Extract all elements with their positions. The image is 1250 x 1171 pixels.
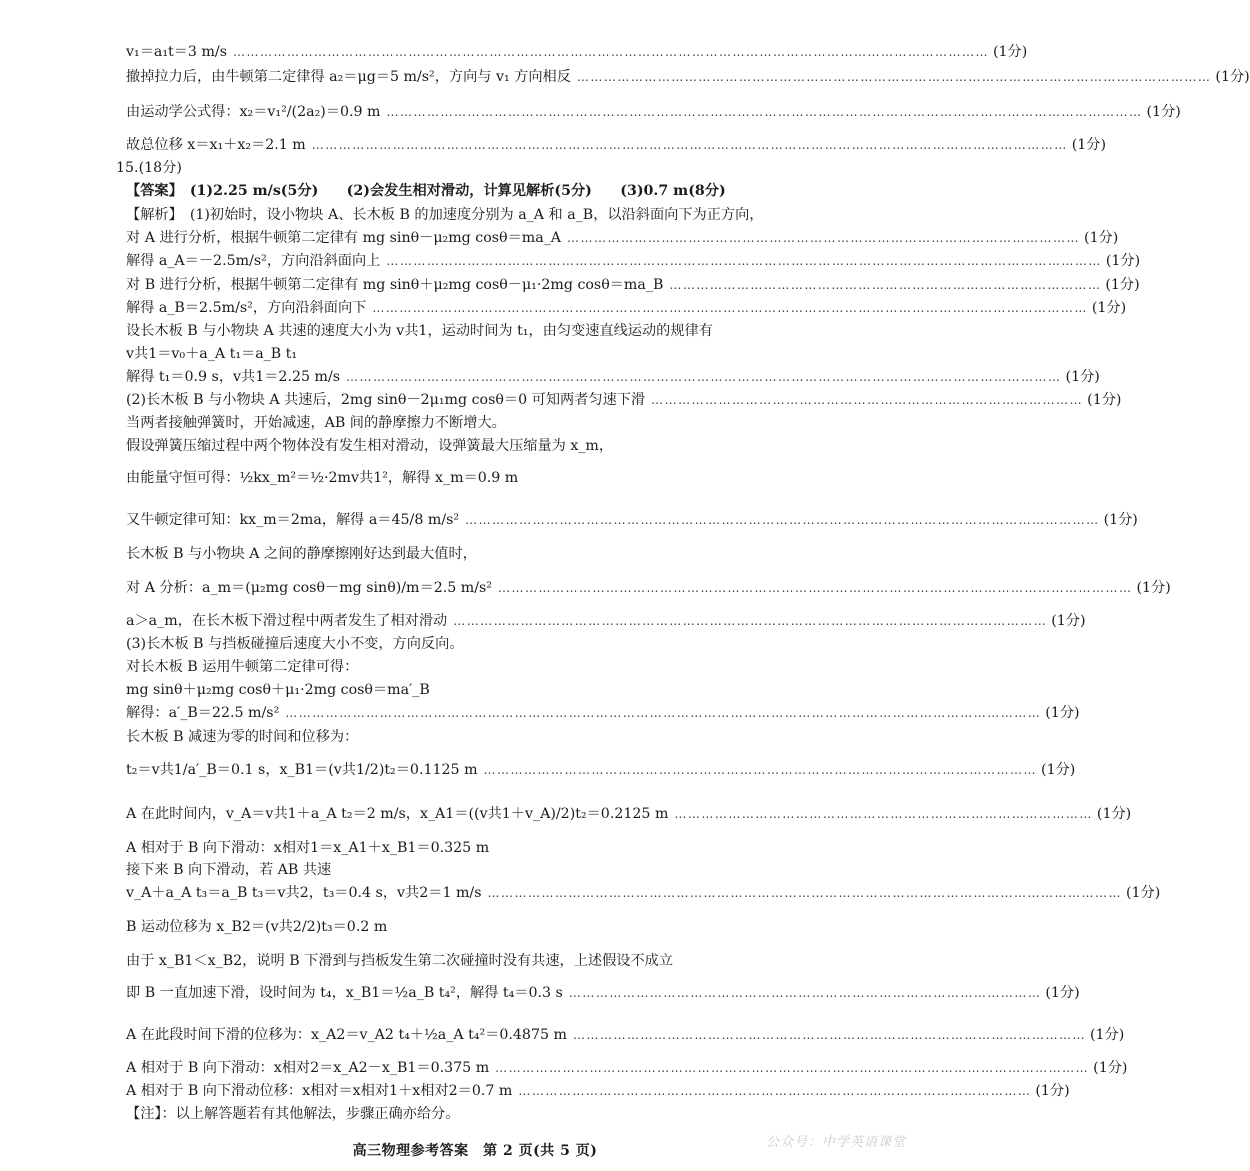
dot-leader: …………………………………………………………………………………………………………………………… [497,581,1133,596]
solution-line: 故总位移 x＝x₁＋x₂＝2.1 m …………………………………………………………………………………………………………………………………………………… (1分) [126,137,1107,153]
dot-leader: …………………………………………………………………………………………… [568,986,1042,1001]
score-mark: (1分) [1136,580,1171,596]
solution-line: 解得 a_B＝2.5m/s²，方向沿斜面向下 …………………………………………………………………………………………………………………………………………… (1分) [126,300,1127,316]
solution-line: 由运动学公式得：x₂＝v₁²/(2a₂)＝0.9 m …………………………………………………………………………………………………………………………………………………… (1分) [126,104,1181,120]
solution-line: 由于 x_B1＜x_B2，说明 B 下滑到与挡板发生第二次碰撞时没有共速，上述假设不成立 [126,953,674,969]
solution-line: A 在此段时间下滑的位移为：x_A2＝v_A2 t₄＋½a_A t₄²＝0.4875 m …………………………………………………………………………………………………… (1分) [126,1027,1125,1043]
dot-leader: …………………………………………………………………………………… [651,393,1084,408]
solution-line: 即 B 一直加速下滑，设时间为 t₄，x_B1＝½a_B t₄²，解得 t₄＝0.3 s …………………………………………………………………………………………… (1分) [126,985,1080,1001]
score-mark: (1分) [1215,69,1250,85]
score-mark: (1分) [1105,253,1141,269]
score-mark: (1分) [1089,1027,1125,1043]
solution-line: 长木板 B 减速为零的时间和位移为： [126,729,359,745]
solution-line: 接下来 B 向下滑动，若 AB 共速 [126,862,332,878]
solution-line: a＞a_m，在长木板下滑过程中两者发生了相对滑动 …………………………………………………………………………………………………………………… (1分) [126,613,1086,629]
solution-line: 假设弹簧压缩过程中两个物体没有发生相对滑动，设弹簧最大压缩量为 x_m， [126,438,614,454]
solution-line: 解得 t₁＝0.9 s，v共1＝2.25 m/s …………………………………………………………………………………………………………………………………………… (1分) [126,369,1100,385]
dot-leader: …………………………………………………………………………………………………………………………………………………… [386,105,1143,120]
dot-leader: …………………………………………………………………………………………………… [567,231,1081,246]
score-mark: (1分) [1096,806,1132,822]
dot-leader: ………………………………………………………………………………… [674,807,1093,822]
solution-line: B 运动位移为 x_B2＝(v共2/2)t₃＝0.2 m [126,919,388,935]
solution-line: 对 A 进行分析，根据牛顿第二定律有 mg sinθ－μ₂mg cosθ＝ma_A …………………………………………………………………………………………………… (1分) [126,230,1119,246]
solution-line: A 相对于 B 向下滑动：x相对1＝x_A1＋x_B1＝0.325 m [126,840,490,856]
solution-line: 对 A 分析：a_m＝(μ₂mg cosθ－mg sinθ)/m＝2.5 m/s² …………………………………………………………………………………………………………………………… (1分) [126,580,1171,596]
score-mark: (1分) [1146,104,1181,120]
solution-line: (2)长木板 B 与小物块 A 共速后，2mg sinθ－2μ₁mg cosθ＝0 可知两者匀速下滑 …………………………………………………………………………………… (1分) [126,392,1122,408]
dot-leader: …………………………………………………………………………………………………………………………………………… [386,254,1102,269]
score-mark: (1分) [1103,512,1138,528]
solution-line: 撤掉拉力后，由牛顿第二定律得 a₂＝μg＝5 m/s²，方向与 v₁ 方向相反 …………………………………………………………………………………………………………………………… (1分) [126,69,1250,85]
solution-line: 长木板 B 与小物块 A 之间的静摩擦刚好达到最大值时， [126,546,477,562]
solution-line: 由能量守恒可得：½kx_m²＝½·2mv共1²，解得 x_m＝0.9 m [126,470,519,486]
answer-summary: 【答案】 (1)2.25 m/s(5分) (2)会发生相对滑动，计算见解析(5分) (3)0.7 m(8分) [126,183,726,199]
solution-line: A 在此时间内，v_A＝v共1＋a_A t₂＝2 m/s，x_A1＝((v共1＋v_A)/2)t₂＝0.2125 m ………………………………………………………………………………… (1分) [126,806,1132,822]
dot-leader: …………………………………………………………………………………………………………………………………………… [372,301,1088,316]
solution-line: 对 B 进行分析，根据牛顿第二定律有 mg sinθ＋μ₂mg cosθ－μ₁·2mg cosθ＝ma_B …………………………………………………………………………………… (1分) [126,277,1140,293]
score-mark: (1分) [1087,392,1122,408]
solution-line: 对长木板 B 运用牛顿第二定律可得： [126,659,359,675]
score-mark: (1分) [1051,613,1086,629]
solution-line: (3)长木板 B 与挡板碰撞后速度大小不变，方向反向。 [126,636,464,652]
score-mark: (1分) [1035,1083,1070,1099]
score-mark: (1分) [1045,705,1080,721]
dot-leader: …………………………………………………………………………………………………………………… [453,614,1048,629]
solution-line: t₂＝v共1/a′_B＝0.1 s，x_B1＝(v共1/2)t₂＝0.1125 m …………………………………………………………………………………………………………… (1分) [126,762,1076,778]
solution-line: mg sinθ＋μ₂mg cosθ＋μ₁·2mg cosθ＝ma′_B [126,682,430,698]
solution-line: 解得：a′_B＝22.5 m/s² …………………………………………………………………………………………………………………………………………………… (1分) [126,705,1080,721]
dot-leader: …………………………………………………………………………………………………………………………………………………… [285,706,1042,721]
solution-line: v₁＝a₁t＝3 m/s …………………………………………………………………………………………………………………………………………………… (1分) [126,44,1028,60]
dot-leader: …………………………………………………………………………………………………………………………………………………… [311,138,1068,153]
dot-leader: …………………………………………………………………………………………………………………… [495,1061,1090,1076]
dot-leader: …………………………………………………………………………………………………………………………… [487,886,1122,901]
score-mark: (1分) [1105,277,1140,293]
dot-leader: …………………………………………………………………………………………………… [518,1084,1032,1099]
score-mark: (1分) [1126,885,1161,901]
score-mark: (1分) [1071,137,1107,153]
page-footer: 高三物理参考答案 第 2 页(共 5 页) [352,1143,598,1159]
solution-line: v_A＋a_A t₃＝a_B t₃＝v共2，t₃＝0.4 s，v共2＝1 m/s …………………………………………………………………………………………………………………………… (1分) [126,885,1161,901]
solution-line: v共1＝v₀＋a_A t₁＝a_B t₁ [126,346,298,362]
solution-line: A 相对于 B 向下滑动：x相对2＝x_A2－x_B1＝0.375 m …………………………………………………………………………………………………………………… (1分) [126,1060,1128,1076]
watermark-text: 公众号：中学英语课堂 [765,1135,906,1150]
score-mark: (1分) [1084,230,1119,246]
solution-line: A 相对于 B 向下滑动位移：x相对＝x相对1＋x相对2＝0.7 m …………………………………………………………………………………………………… (1分) [126,1083,1070,1099]
solution-line: 又牛顿定律可知：kx_m＝2ma，解得 a＝45/8 m/s² …………………………………………………………………………………………………………………………… (1分) [126,512,1138,528]
solution-line: 当两者接触弹簧时，开始减速，AB 间的静摩擦力不断增大。 [126,415,506,431]
dot-leader: …………………………………………………………………………………………………… [572,1028,1086,1043]
dot-leader: …………………………………………………………………………………………………………………………………………………… [232,45,989,60]
dot-leader: …………………………………………………………………………………………………………………………… [465,513,1100,528]
solution-line: 解得 a_A＝－2.5m/s²，方向沿斜面向上 …………………………………………………………………………………………………………………………………………… (1分) [126,253,1141,269]
question-number: 15.(18分) [116,160,182,176]
score-mark: (1分) [1041,762,1076,778]
dot-leader: …………………………………………………………………………………………………………………………………………… [346,370,1062,385]
score-mark: (1分) [1093,1060,1128,1076]
solution-line: 设长木板 B 与小物块 A 共速的速度大小为 v共1，运动时间为 t₁，由匀变速直线运动的规律有 [126,323,713,339]
note-line: 【注】：以上解答题若有其他解法，步骤正确亦给分。 [126,1106,460,1122]
analysis-heading: 【解析】 (1)初始时，设小物块 A、长木板 B 的加速度分别为 a_A 和 a_B，以沿斜面向下为正方向， [126,207,764,223]
score-mark: (1分) [992,44,1028,60]
dot-leader: …………………………………………………………………………………………………………… [483,763,1038,778]
dot-leader: …………………………………………………………………………………… [669,278,1102,293]
score-mark: (1分) [1045,985,1080,1001]
dot-leader: …………………………………………………………………………………………………………………………… [576,70,1212,85]
score-mark: (1分) [1065,369,1100,385]
score-mark: (1分) [1091,300,1127,316]
